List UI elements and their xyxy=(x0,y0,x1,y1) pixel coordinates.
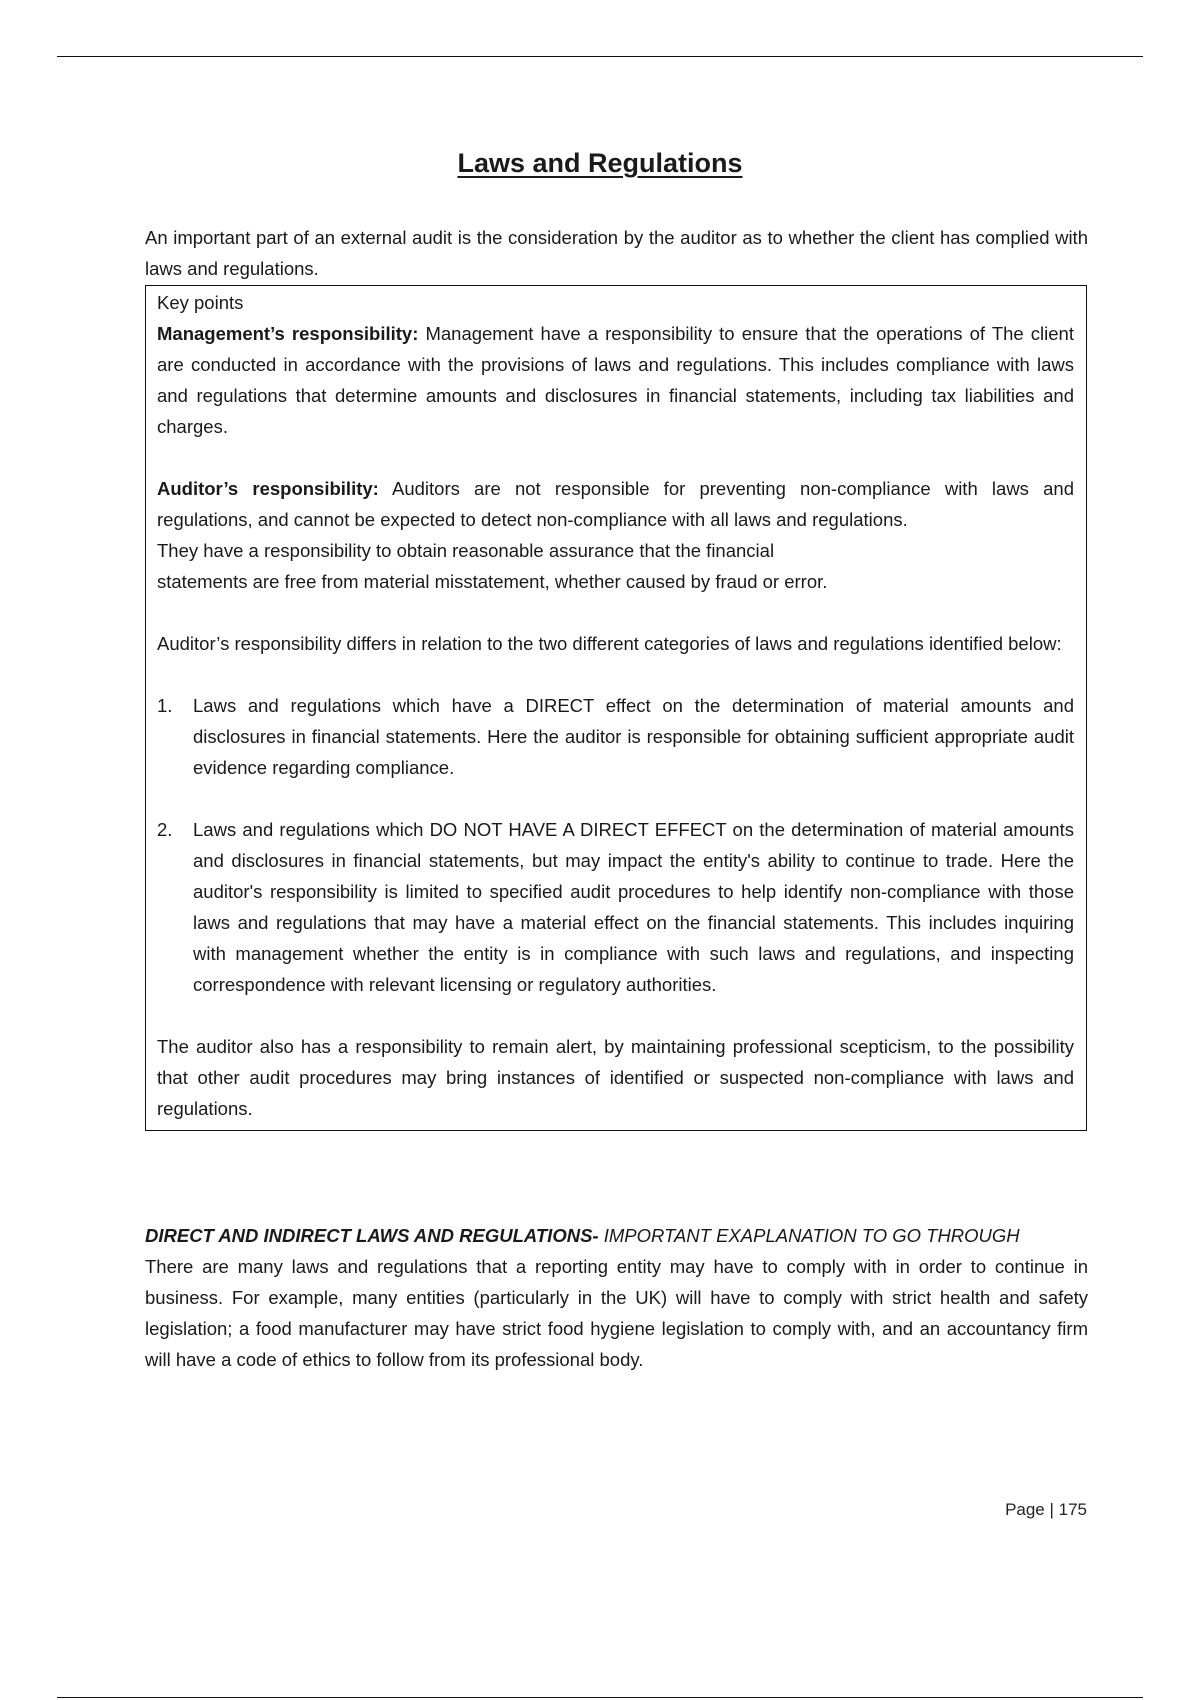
auditor-text-line-3: statements are free from material misstatement, whether caused by fraud or error. xyxy=(157,571,828,592)
list-number: 1. xyxy=(157,695,173,716)
auditor-responsibility xyxy=(157,473,1074,535)
management-text: Management have a responsibility to ensure that the operations of The client are conducted in accordance with the provisions of laws and regulations. This includes compliance with laws and regulations that determine amounts and disclosures in financial statements, including tax liabilities and charges. xyxy=(157,323,1074,437)
list-text: Laws and regulations which have a DIRECT effect on the determination of material amounts and disclosures in financial statements. Here the auditor is responsible for obtaining sufficient appropriate audit evidence regarding compliance. xyxy=(193,695,1074,778)
management-responsibility xyxy=(157,318,1074,442)
page-title: Laws and Regulations xyxy=(457,148,743,178)
list-number: 2. xyxy=(157,819,173,840)
auditor-label: Auditor’s responsibility: xyxy=(157,478,379,499)
footer-rule xyxy=(57,1697,1143,1698)
section-heading xyxy=(145,1220,1088,1251)
list-item xyxy=(157,690,1074,783)
list-item xyxy=(157,814,1074,1000)
page-number: Page | 175 xyxy=(1005,1500,1087,1519)
section-body: There are many laws and regulations that a reporting entity may have to comply with in order to continue in business. For example, many entities (particularly in the UK) will have to comply with strict health and safety legislation; a food manufacturer may have strict food hygiene legislation to comply with, and an accountancy firm will have a code of ethics to follow from its professional body. xyxy=(145,1256,1088,1370)
direct-indirect-section xyxy=(145,1220,1088,1375)
auditor-text-line-2: They have a responsibility to obtain reasonable assurance that the financial xyxy=(157,540,775,561)
closing-paragraph: The auditor also has a responsibility to remain alert, by maintaining professional scepticism, to the possibility that other audit procedures may bring instances of identified or suspected non-compliance with laws and regulations. xyxy=(157,1036,1074,1119)
intro-paragraph: An important part of an external audit is the consideration by the auditor as to whether the client has complied with laws and regulations. xyxy=(145,227,1088,279)
categories-intro: Auditor’s responsibility differs in relation to the two different categories of laws and regulations identified below: xyxy=(157,633,1062,654)
section-heading-bold: DIRECT AND INDIRECT LAWS AND REGULATIONS- xyxy=(145,1225,599,1246)
section-heading-rest: IMPORTANT EXAPLANATION TO GO THROUGH xyxy=(598,1225,1020,1246)
auditor-text: Auditors are not responsible for preventing non-compliance with laws and regulations, and cannot be expected to detect non-compliance with all laws and regulations. xyxy=(157,478,1074,530)
categories-list xyxy=(157,690,1074,1000)
header-rule xyxy=(57,56,1143,57)
management-label: Management’s responsibility: xyxy=(157,323,419,344)
key-points-box xyxy=(145,285,1087,1131)
list-text: Laws and regulations which DO NOT HAVE A DIRECT EFFECT on the determination of material amounts and disclosures in financial statements, but may impact the entity's ability to continue to trade. Here the auditor's responsibility is limited to specified audit procedures to help identify non-compliance with those laws and regulations that may have a material effect on the financial statements. This includes inquiring with management whether the entity is in compliance with such laws and regulations, and inspecting correspondence with relevant licensing or regulatory authorities. xyxy=(193,819,1074,995)
key-points-heading: Key points xyxy=(157,292,244,313)
